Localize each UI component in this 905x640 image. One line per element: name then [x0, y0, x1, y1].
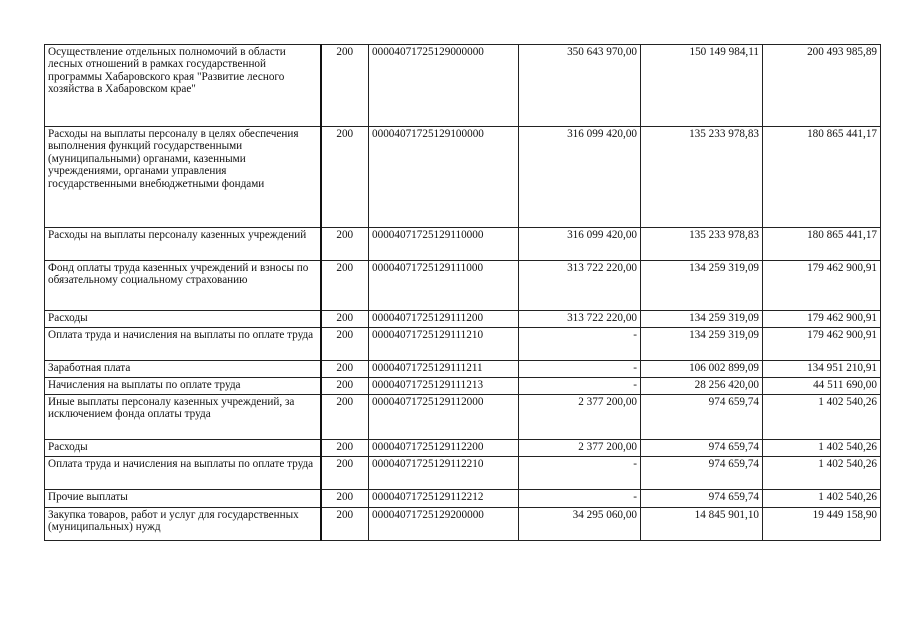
table-row: [45, 261, 881, 311]
executed-amount: 134 259 319,09: [641, 311, 763, 328]
table-row: [45, 395, 881, 440]
approved-amount: 34 295 060,00: [519, 508, 641, 541]
unexecuted-amount: 180 865 441,17: [763, 228, 881, 261]
table-row: [45, 228, 881, 261]
unexecuted-amount: 1 402 540,26: [763, 440, 881, 457]
line-code: 200: [321, 490, 369, 508]
executed-amount: 106 002 899,09: [641, 361, 763, 378]
executed-amount: 150 149 984,11: [641, 45, 763, 127]
unexecuted-amount: 179 462 900,91: [763, 328, 881, 361]
approved-amount: 316 099 420,00: [519, 228, 641, 261]
line-code: 200: [321, 228, 369, 261]
executed-amount: 974 659,74: [641, 395, 763, 440]
unexecuted-amount: 1 402 540,26: [763, 457, 881, 490]
row-name: Прочие выплаты: [45, 490, 321, 508]
approved-amount: 316 099 420,00: [519, 127, 641, 228]
approved-amount: -: [519, 328, 641, 361]
approved-amount: -: [519, 457, 641, 490]
budget-code: 00004071725129112210: [369, 457, 519, 490]
budget-code: 00004071725129110000: [369, 228, 519, 261]
table-row: [45, 311, 881, 328]
approved-amount: -: [519, 378, 641, 395]
approved-amount: 2 377 200,00: [519, 440, 641, 457]
table-row: [45, 457, 881, 490]
table-row: [45, 361, 881, 378]
unexecuted-amount: 1 402 540,26: [763, 395, 881, 440]
budget-code: 00004071725129111210: [369, 328, 519, 361]
row-name: Расходы на выплаты персоналу в целях обеспечения выполнения функций государственными (муниципальными) органами, казенными учреждениями, органами управления государственными внебюджетными фондами: [45, 127, 321, 228]
row-name: Осуществление отдельных полномочий в области лесных отношений в рамках государственной программы Хабаровского края "Развитие лесного хозяйства в Хабаровском крае": [45, 45, 321, 127]
unexecuted-amount: 179 462 900,91: [763, 261, 881, 311]
budget-execution-table: [44, 44, 881, 541]
executed-amount: 135 233 978,83: [641, 127, 763, 228]
unexecuted-amount: 200 493 985,89: [763, 45, 881, 127]
line-code: 200: [321, 361, 369, 378]
budget-code: 00004071725129111200: [369, 311, 519, 328]
line-code: 200: [321, 457, 369, 490]
row-name: Закупка товаров, работ и услуг для государственных (муниципальных) нужд: [45, 508, 321, 541]
table-row: [45, 440, 881, 457]
executed-amount: 135 233 978,83: [641, 228, 763, 261]
executed-amount: 134 259 319,09: [641, 261, 763, 311]
table-row: [45, 378, 881, 395]
budget-code: 00004071725129111213: [369, 378, 519, 395]
unexecuted-amount: 44 511 690,00: [763, 378, 881, 395]
unexecuted-amount: 134 951 210,91: [763, 361, 881, 378]
row-name: Расходы на выплаты персоналу казенных учреждений: [45, 228, 321, 261]
approved-amount: 350 643 970,00: [519, 45, 641, 127]
budget-code: 00004071725129100000: [369, 127, 519, 228]
line-code: 200: [321, 328, 369, 361]
approved-amount: 313 722 220,00: [519, 311, 641, 328]
unexecuted-amount: 179 462 900,91: [763, 311, 881, 328]
row-name: Оплата труда и начисления на выплаты по оплате труда: [45, 328, 321, 361]
approved-amount: 313 722 220,00: [519, 261, 641, 311]
table-row: [45, 45, 881, 127]
approved-amount: -: [519, 361, 641, 378]
budget-code: 00004071725129112200: [369, 440, 519, 457]
table-row: [45, 328, 881, 361]
row-name: Начисления на выплаты по оплате труда: [45, 378, 321, 395]
table-row: [45, 490, 881, 508]
executed-amount: 134 259 319,09: [641, 328, 763, 361]
unexecuted-amount: 19 449 158,90: [763, 508, 881, 541]
line-code: 200: [321, 508, 369, 541]
budget-code: 00004071725129112212: [369, 490, 519, 508]
budget-code: 00004071725129000000: [369, 45, 519, 127]
budget-code: 00004071725129111000: [369, 261, 519, 311]
approved-amount: -: [519, 490, 641, 508]
line-code: 200: [321, 45, 369, 127]
row-name: Оплата труда и начисления на выплаты по оплате труда: [45, 457, 321, 490]
line-code: 200: [321, 395, 369, 440]
line-code: 200: [321, 311, 369, 328]
budget-code: 00004071725129112000: [369, 395, 519, 440]
row-name: Иные выплаты персоналу казенных учреждений, за исключением фонда оплаты труда: [45, 395, 321, 440]
executed-amount: 14 845 901,10: [641, 508, 763, 541]
budget-code: 00004071725129200000: [369, 508, 519, 541]
row-name: Фонд оплаты труда казенных учреждений и взносы по обязательному социальному страхованию: [45, 261, 321, 311]
executed-amount: 974 659,74: [641, 490, 763, 508]
executed-amount: 974 659,74: [641, 440, 763, 457]
unexecuted-amount: 180 865 441,17: [763, 127, 881, 228]
table-row: [45, 508, 881, 541]
executed-amount: 28 256 420,00: [641, 378, 763, 395]
budget-code: 00004071725129111211: [369, 361, 519, 378]
line-code: 200: [321, 378, 369, 395]
unexecuted-amount: 1 402 540,26: [763, 490, 881, 508]
row-name: Расходы: [45, 311, 321, 328]
approved-amount: 2 377 200,00: [519, 395, 641, 440]
table-row: [45, 127, 881, 228]
line-code: 200: [321, 261, 369, 311]
line-code: 200: [321, 440, 369, 457]
row-name: Расходы: [45, 440, 321, 457]
executed-amount: 974 659,74: [641, 457, 763, 490]
line-code: 200: [321, 127, 369, 228]
row-name: Заработная плата: [45, 361, 321, 378]
